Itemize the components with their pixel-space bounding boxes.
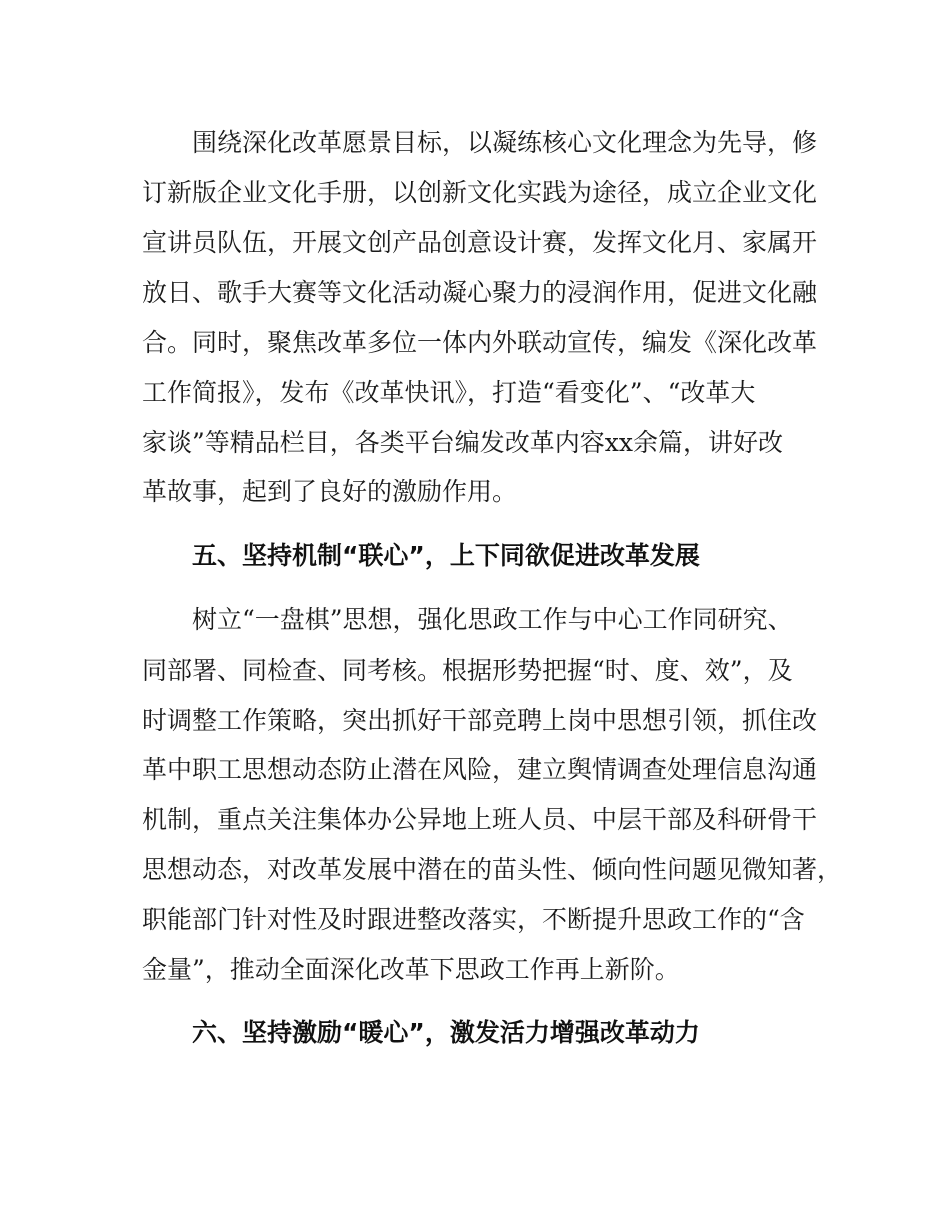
paragraph-2-line-5: 机制，重点关注集体办公异地上班人员、中层干部及科研骨干 [142, 805, 818, 834]
paragraph-2-line-2: 同部署、同检查、同考核。根据形势把握“时、度、效”，及 [142, 656, 793, 685]
paragraph-1-line-2: 订新版企业文化手册，以创新文化实践为途径，成立企业文化 [142, 178, 818, 207]
paragraph-2-line-3: 时调整工作策略，突出抓好干部竞聘上岗中思想引领，抓住改 [142, 706, 818, 735]
section-heading-5: 五、坚持机制“联心”，上下同欲促进改革发展 [192, 541, 700, 570]
paragraph-2-line-4: 革中职工思想动态防止潜在风险，建立舆情调查处理信息沟通 [142, 755, 818, 784]
paragraph-2-line-8: 金量”，推动全面深化改革下思政工作再上新阶。 [142, 955, 680, 984]
paragraph-2-line-7: 职能部门针对性及时跟进整改落实，不断提升思政工作的“含 [142, 905, 805, 934]
section-heading-6: 六、坚持激励“暖心”，激发活力增强改革动力 [192, 1018, 700, 1047]
paragraph-1-line-4: 放日、歌手大赛等文化活动凝心聚力的浸润作用，促进文化融 [142, 278, 818, 307]
paragraph-1-line-5: 合。同时，聚焦改革多位一体内外联动宣传，编发《深化改革 [142, 328, 818, 357]
paragraph-1-line-7: 家谈”等精品栏目，各类平台编发改革内容xx余篇，讲好改 [142, 428, 783, 457]
paragraph-1-line-8: 革故事，起到了良好的激励作用。 [142, 477, 518, 506]
paragraph-2-line-6: 思想动态，对改革发展中潜在的苗头性、倾向性问题见微知著， [142, 855, 843, 884]
paragraph-1-line-6: 工作简报》，发布《改革快讯》，打造“看变化”、“改革大 [142, 378, 756, 407]
paragraph-1-line-3: 宣讲员队伍，开展文创产品创意设计赛，发挥文化月、家属开 [142, 228, 818, 257]
paragraph-1-line-1: 围绕深化改革愿景目标，以凝练核心文化理念为先导，修 [192, 128, 818, 157]
paragraph-2-line-1: 树立“一盘棋”思想，强化思政工作与中心工作同研究、 [192, 605, 793, 634]
